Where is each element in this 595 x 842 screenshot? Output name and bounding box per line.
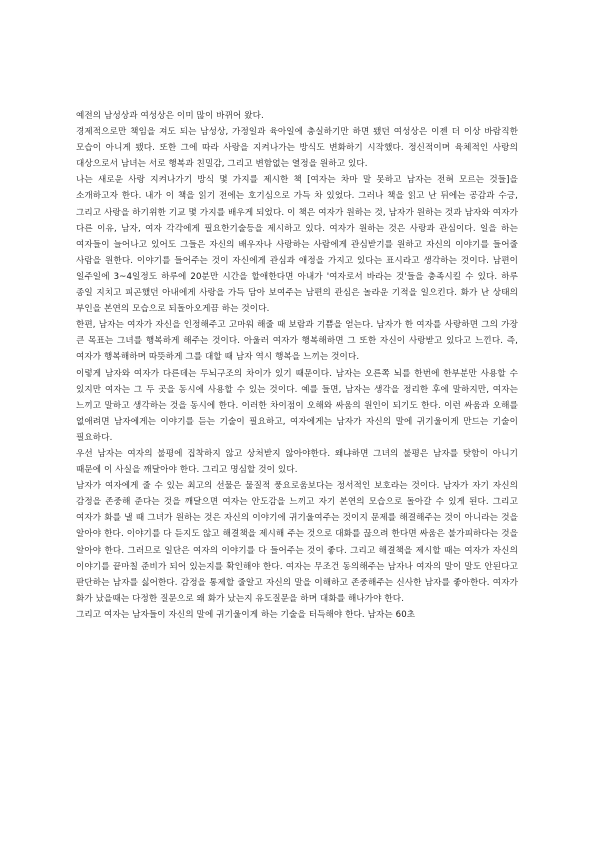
body-text: [76, 108, 518, 623]
paragraph: 경제적으로만 책임을 져도 되는 남성상, 가정일과 육아일에 충실하기만 하면 됐던 여성상은 이젠 더 이상 바람직한 모습이 아니게 됐다. 또한 그에 따라 사랑을 지켜나가는 방식도 변화하기 시작했다. 정신적이며 육체적인 사랑의 대상으로서 남녀는 서로 행복과 친밀감, 그리고 변함없는 열정을 원하고 있다.: [76, 127, 518, 170]
paragraph: 나는 새로운 사랑 지켜나가기 방식 몇 가지를 제시한 책 [여자는 차마 말 못하고 남자는 전혀 모르는 것들]을 소개하고자 한다. 내가 이 책을 읽기 전에는 호기심으로 가득 차 있었다. 그러나 책을 읽고 난 뒤에는 공감과 수긍, 그리고 사랑을 하기위한 기교 몇 가지를 배우게 되었다. 이 책은 여자가 원하는 것, 남자가 원하는 것과 남자와 여자가 다른 이유, 남자, 여자 각각에게 필요한기술등을 제시하고 있다. 여자가 원하는 것은 사랑과 관심이다. 일을 하는 여자들이 늘어나고 있어도 그들은 자신의 배우자나 사랑하는 사람에게 관심받기를 원하고 자신의 이야기를 들어줄 사람을 원한다. 이야기를 들어주는 것이 자신에게 관심과 애정을 가지고 있다는 표시라고 생각하는 것이다. 남편이 일주일에 3~4일정도 하루에 20분만 시간을 할애한다면 아내가 '여자로서 바라는 것'들을 충족시킬 수 있다. 하루 종일 지치고 피곤했던 아내에게 사랑을 가득 담아 보여주는 남편의 관심은 놀라운 기적을 일으킨다. 화가 난 상태의 부인을 본연의 모습으로 되돌아오게끔 하는 것이다.: [76, 175, 518, 315]
paragraph: 남자가 여자에게 줄 수 있는 최고의 선물은 물질적 풍요로움보다는 정서적인 보호라는 것이다. 남자가 자기 자신의 감정을 존중해 준다는 것을 깨달으면 여자는 안도감을 느끼고 자기 본연의 모습으로 돌아갈 수 있게 된다. 그리고 여자가 화를 낼 때 그녀가 원하는 것은 자신의 이야기에 귀기울여주는 것이지 문제를 해결해주는 것이 아니라는 것을 알아야 한다. 이야기를 다 듣지도 않고 해결책을 제시해 주는 것으로 대화를 끊으려 한다면 싸움은 불가피하다는 것을 알아야 한다. 그러므로 일단은 여자의 이야기를 다 들어주는 것이 좋다. 그리고 해결책을 제시할 때는 여자가 자신의 이야기를 끝마칠 준비가 되어 있는지를 확인해야 한다. 여자는 무조건 동의해주는 남자나 여자의 말이 말도 안된다고 판단하는 남자를 싫어한다. 감정을 통제할 줄알고 자신의 말을 이해하고 존중해주는 신사한 남자를 좋아한다. 여자가 화가 났을때는 다정한 질문으로 왜 화가 났는지 유도질문을 하며 대화를 해나가야 한다.: [76, 481, 518, 604]
paragraph: 예전의 남성상과 여성상은 이미 많이 바뀌어 왔다.: [76, 111, 264, 121]
paragraph: 이렇게 남자와 여자가 다른데는 두뇌구조의 차이가 있기 때문이다. 남자는 오른쪽 뇌를 한번에 한부분만 사용할 수 있지만 여자는 그 두 곳을 동시에 사용할 수 있는 것이다. 예를 들면, 남자는 생각을 정리한 후에 말하지만, 여자는 느끼고 말하고 생각하는 것을 동시에 한다. 이러한 차이점이 오해와 싸움의 원인이 되기도 한다. 이런 싸움과 오해를 없애려면 남자에게는 이야기를 듣는 기술이 필요하고, 여자에게는 남자가 자신의 말에 귀기울이게 만드는 기술이 필요하다.: [76, 368, 518, 443]
paragraph: 한편, 남자는 여자가 자신을 인정해주고 고마워 해줄 때 보람과 기쁨을 얻는다. 남자가 한 여자를 사랑하면 그의 가장 큰 목표는 그녀를 행복하게 해주는 것이다. 아울러 여자가 행복해하면 그 또한 자신이 사랑받고 있다고 느낀다. 즉, 여자가 행복해하며 따뜻하게 그를 대할 때 남자 역시 행복을 느끼는 것이다.: [76, 320, 518, 363]
paragraph: 우선 남자는 여자의 불평에 집착하지 않고 상처받지 않아야한다. 왜냐하면 그녀의 불평은 남자를 탓함이 아니기 때문에 이 사실을 깨달아야 한다. 그리고 명심할 것이 있다.: [76, 448, 518, 476]
paragraph: 그리고 여자는 남자들이 자신의 말에 귀기울이게 하는 기술을 터득해야 한다. 남자는 60초: [76, 609, 416, 620]
